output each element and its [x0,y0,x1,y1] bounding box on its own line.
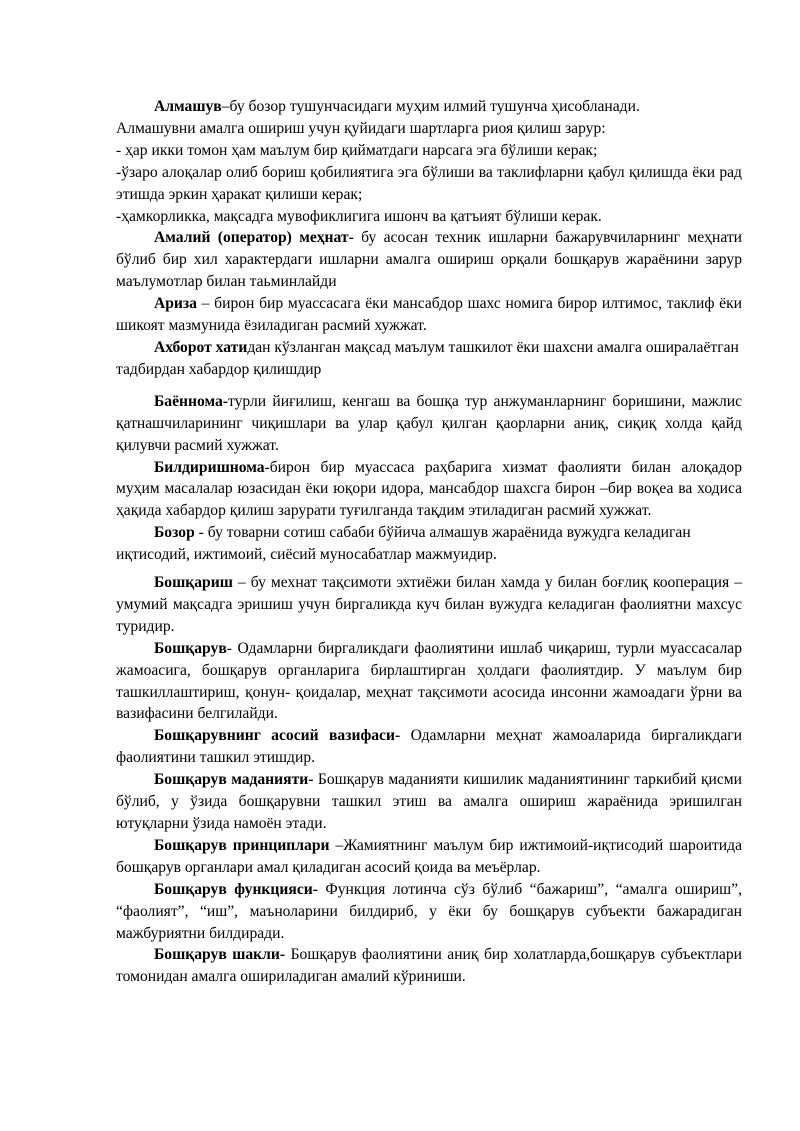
entry-amaliy-mehnat [116,227,742,293]
definition-boshqaruv-funksiyasi: Функция лотинча сўз бўлиб “бажариш”, “амалга ошириш”, “фаолият”, “иш”, маъноларини билдириб, у ёки бу бошқарув субъекти бажарадиган мажбуриятни билдиради. [116,880,742,942]
term-asosiy-vazifa: Бошқарувнинг асосий вазифаси- [154,727,401,745]
term-bildirishnoma: Билдиришнома [154,458,265,476]
term-boshqaruv-shakli: Бошқарув шакли- [154,946,286,964]
term-bozor: Бозор [154,524,195,542]
term-boshqarish: Бошқариш [154,574,233,592]
entry-bayonnoma [116,391,742,457]
term-boshqaruv-madaniyati: Бошқарув маданияти- [154,771,314,789]
term-ariza: Ариза [154,295,197,313]
definition-asosiy-vazifa: Одамларни меҳнат жамоаларида биргаликдаги фаолиятини ташкил этишдир. [116,727,742,767]
entry-boshqarish [116,572,742,638]
definition-boshqaruv-prinsiplari: –Жамиятнинг маълум бир ижтимоий-иқтисодий шароитида бошқарув органлари амал қиладиган асосий қоида ва меъёрлар. [116,836,743,876]
definition-bildirishnoma: -бирон бир муассаса раҳбарига хизмат фаолияти билан алоқадор муҳим масалалар юзасидан ёки юқори идора, мансабдор шахсга бирон –бир воқеа ва ходиса ҳақида хабардор қилиш зарурати туғилганда тақдим этиладиган расмий хужжат. [116,458,742,520]
term-almashuv: Алмашув [154,98,222,115]
entry-bildirishnoma [116,457,742,523]
almashuv-line-5: -ҳамкорликка, мақсадга мувофиклигига ишонч ва қатъият бўлиши керак. [116,207,602,225]
entry-boshqaruv-prinsiplari [116,835,742,879]
definition-boshqaruv-madaniyati: Бошқарув маданияти кишилик маданиятининг таркибий қисми бўлиб, у ўзида бошқарувни ташкил этиш ва амалга ошириш жараёнида эришилган ютуқларни ўзида намоён этади. [116,771,742,832]
entry-boshqaruv [116,638,742,726]
definition-boshqaruv: - Одамларни биргаликдаги фаолиятини ишлаб чиқариш, турли муассасалар жамоасига, бошқарув органларига бирлаштирган ҳолдаги фаолиятдир. У маълум бир ташкиллаштириш, қонун- қоидалар, меҳнат тақсимоти асосида инсонни жамоадаги ўрни ва вазифасини белгилайди. [116,639,742,723]
term-amaliy-mehnat: Амалий (оператор) меҳнат- [154,229,354,247]
definition-axborot-xati: дан кўзланган мақсад маълум ташкилот ёки шахсни амалга оширалаётган тадбирдан хабардор қилишдир [116,338,739,378]
almashuv-line-1: –бу бозор тушунчасидаги муҳим илмий тушунча ҳисобланади. [221,98,640,115]
almashuv-line-3: - ҳар икки томон ҳам маълум бир қийматдаги нарсага эга бўлиши керак; [116,141,598,159]
definition-ariza: – бирон бир муассасага ёки мансабдор шахс номига бирор илтимос, таклиф ёки шикоят мазмунида ёзиладиган расмий хужжат. [116,295,742,335]
document-page [116,96,742,988]
term-bayonnoma: Баённома- [154,392,229,410]
term-boshqaruv: Бошқарув [154,639,227,657]
entry-asosiy-vazifa [116,725,742,769]
definition-amaliy-mehnat: бу асосан техник ишларни бажарувчиларнинг меҳнати бўлиб бир хил характердаги ишларни амалга ошириш орқали бошқарув жараёнини зарур маълумотлар билан таьминлайди [116,229,742,291]
definition-boshqaruv-shakli: Бошқарув фаолиятини аниқ бир холатларда,бошқарув субъектлари томонидан амалга ошириладиган амалий кўриниши. [116,946,742,986]
entry-boshqaruv-madaniyati [116,769,742,835]
entry-ariza [116,293,742,337]
term-boshqaruv-prinsiplari: Бошқарув принциплари [154,836,330,854]
entry-almashuv [116,96,742,118]
definition-boshqarish: – бу мехнат тақсимоти эхтиёжи билан хамда у билан боғлиқ кооперация – умумий мақсадга эришиш учун биргаликда куч билан вужудга келадиган фаолиятни махсус туридир. [116,574,742,635]
definition-bozor: - бу товарни сотиш сабаби бўйича алмашув жараёнида вужудга келадиган иқтисодий, ижтимоий, сиёсий муносабатлар мажмуидир. [116,524,691,564]
entry-axborot-xati [116,337,742,381]
entry-boshqaruv-shakli [116,944,742,988]
definition-bayonnoma: турли йиғилиш, кенгаш ва бошқа тур анжуманларнинг боришини, мажлис қатнашчиларининг чиқишлари ва улар қабул қилган қаорларни аниқ, сиқиқ холда қайд қилувчи расмий хужжат. [116,392,742,454]
term-boshqaruv-funksiyasi: Бошқарув функцияси- [154,880,318,898]
almashuv-line-2: Алмашувни амалга ошириш учун қуйидаги шартларга риоя қилиш зарур: [116,119,606,137]
term-axborot-xati: Ахборот хати [154,338,248,356]
entry-bozor [116,522,742,566]
entry-boshqaruv-funksiyasi [116,879,742,945]
almashuv-line-4: -ўзаро алоқалар олиб бориш қобилиятига эга бўлиши ва таклифларни қабул қилишда ёки рад этишда эркин ҳаракат қилиши керак; [116,163,742,203]
